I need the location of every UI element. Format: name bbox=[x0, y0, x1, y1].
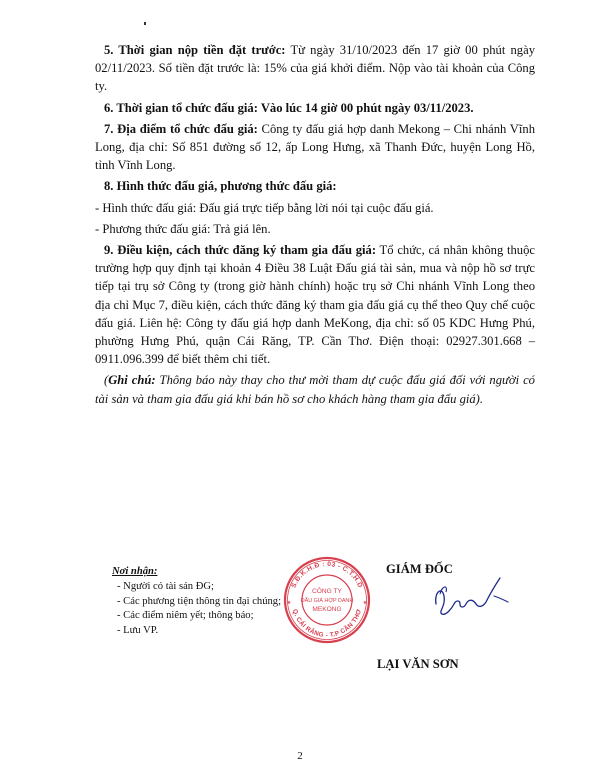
note-text: Thông báo này thay cho thư mời tham dự cuộc đấu giá đối với người có tài sản và tham gia đấu giá khi bán hồ sơ cho khách hàng tham gia đấu giá). bbox=[95, 373, 535, 406]
section-7-text: Công ty đấu giá hợp danh Mekong – Chi nhánh Vĩnh Long, địa chỉ: Số 851 đường số 12, ấp Long Hưng, xã Thanh Đức, huyện Long Hồ, tỉnh Vĩnh Long. bbox=[95, 121, 535, 173]
recipient-item: - Lưu VP. bbox=[117, 624, 159, 636]
note-open-paren: ( bbox=[104, 373, 109, 388]
section-5-heading: 5. Thời gian nộp tiền đặt trước: bbox=[104, 43, 286, 57]
signer-title: GIÁM ĐỐC bbox=[386, 562, 453, 576]
section-6-text: Vào lúc 14 giờ 00 phút ngày 03/11/2023. bbox=[257, 100, 474, 115]
handwritten-signature bbox=[430, 574, 510, 622]
section-6-heading: 6. Thời gian tổ chức đấu giá: bbox=[104, 100, 258, 115]
scan-speck bbox=[144, 22, 146, 25]
svg-text:ĐẤU GIÁ HỢP DANH: ĐẤU GIÁ HỢP DANH bbox=[300, 598, 354, 604]
signer-name: LẠI VĂN SƠN bbox=[377, 657, 459, 671]
page-number: 2 bbox=[297, 750, 303, 762]
note bbox=[95, 371, 535, 407]
section-9-text: Tổ chức, cá nhân không thuộc trường hợp quy định tại khoản 4 Điều 38 Luật Đấu giá tài sản, mua và nộp hồ sơ trực tiếp tại trụ sở Công ty (trong giờ hành chính) hoặc trụ sở Chi nhánh Vĩnh Long theo địa chỉ Mục 7, điều kiện, cách thức đăng ký tham gia đấu giá cụ thể theo Quy chế cuộc đấu giá. Liên hệ: Công ty đấu giá hợp danh MeKong, địa chỉ: số 05 KDC Hưng Phú, phường Hưng Phú, quận Cái Răng, TP. Cần Thơ. Điện thoại: 02927.301.668 – 0911.096.399 để biết thêm chi tiết. bbox=[95, 243, 535, 367]
section-7 bbox=[95, 120, 535, 175]
recipients-block bbox=[112, 565, 281, 638]
section-5 bbox=[95, 41, 535, 96]
section-8-item-1: - Hình thức đấu giá: Đấu giá trực tiếp bằng lời nói tại cuộc đấu giá. bbox=[95, 200, 434, 215]
section-8-item-2: - Phương thức đấu giá: Trả giá lên. bbox=[95, 221, 271, 236]
section-8-heading: 8. Hình thức đấu giá, phương thức đấu giá: bbox=[104, 179, 337, 194]
svg-text:CÔNG TY: CÔNG TY bbox=[312, 588, 342, 595]
section-5-text: Từ ngày 31/10/2023 đến 17 giờ 00 phút ngày 02/11/2023. Số tiền đặt trước là: 15% của giá khởi điểm. Nộp vào tài khoản của Công ty. bbox=[95, 43, 535, 94]
recipients-heading: Nơi nhận: bbox=[112, 566, 158, 577]
recipient-item: - Người có tài sản ĐG; bbox=[117, 581, 214, 593]
svg-text:MEKONG: MEKONG bbox=[312, 606, 342, 613]
note-label: Ghi chú: bbox=[108, 373, 156, 388]
section-9-heading: 9. Điều kiện, cách thức đăng ký tham gia đấu giá: bbox=[104, 243, 377, 258]
recipient-item: - Các điểm niêm yết; thông báo; bbox=[117, 610, 254, 622]
svg-text:Q. CÁI RĂNG - T.P CẦN THƠ: Q. CÁI RĂNG - T.P CẦN THƠ bbox=[290, 608, 364, 639]
company-seal bbox=[283, 556, 371, 644]
svg-text:S.Đ.K.H.Đ : 03 - C.T.H.D: S.Đ.K.H.Đ : 03 - C.T.H.D bbox=[290, 560, 364, 590]
section-7-heading: 7. Địa điểm tổ chức đấu giá: bbox=[104, 121, 258, 136]
document-body bbox=[95, 41, 535, 411]
svg-text:★: ★ bbox=[362, 600, 368, 606]
svg-text:★: ★ bbox=[286, 600, 292, 606]
recipient-item: - Các phương tiện thông tin đại chúng; bbox=[117, 595, 282, 607]
section-6 bbox=[95, 99, 535, 117]
section-9 bbox=[95, 241, 535, 368]
